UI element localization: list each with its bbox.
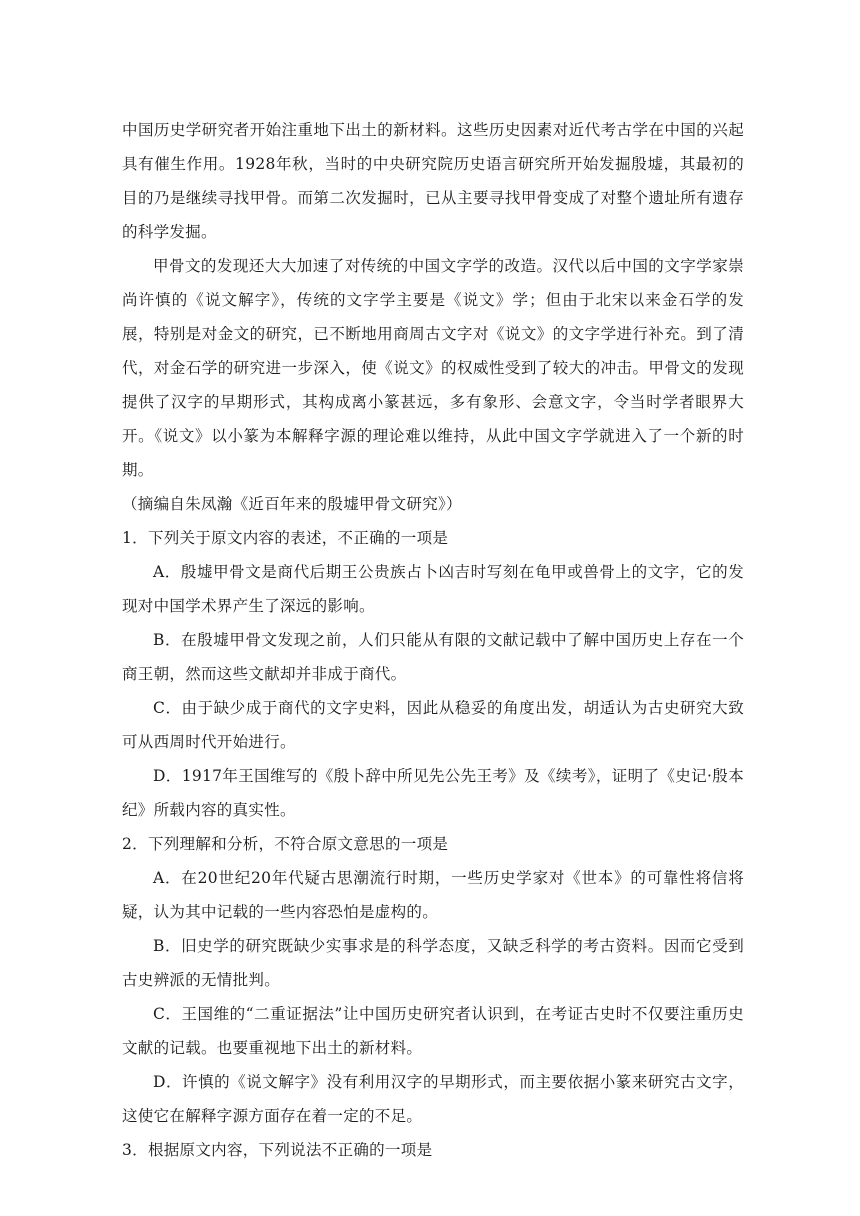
question-2-option-c: C．王国维的“二重证据法”让中国历史研究者认识到，在考证古史时不仅要注重历史文献的记载。也要重视地下出土的新材料。 bbox=[122, 1005, 744, 1057]
passage-paragraph-1: 中国历史学研究者开始注重地下出土的新材料。这些历史因素对近代考古学在中国的兴起具有催生作用。1928年秋，当时的中央研究院历史语言研究所开始发掘殷墟，其最初的目的乃是继续寻找甲骨。而第二次发掘时，已从主要寻找甲骨变成了对整个遗址所有遗存的科学发掘。 bbox=[122, 121, 744, 241]
question-2-stem: 2．下列理解和分析，不符合原文意思的一项是 bbox=[122, 835, 449, 853]
passage-source: （摘编自朱凤瀚《近百年来的殷墟甲骨文研究》） bbox=[122, 495, 462, 513]
question-1-option-c: C．由于缺少成于商代的文字史料，因此从稳妥的角度出发，胡适认为古史研究大致可从西周时代开始进行。 bbox=[122, 699, 744, 751]
passage-paragraph-2: 甲骨文的发现还大大加速了对传统的中国文字学的改造。汉代以后中国的文字学家崇尚许慎的《说文解字》，传统的文字学主要是《说文》学；但由于北宋以来金石学的发展，特别是对金文的研究，已不断地用商周古文字对《说文》的文字学进行补充。到了清代，对金石学的研究进一步深入，使《说文》的权威性受到了较大的冲击。甲骨文的发现提供了汉字的早期形式，其构成离小篆甚远，多有象形、会意文字，令当时学者眼界大开。《说文》以小篆为本解释字源的理论难以维持，从此中国文字学就进入了一个新的时期。 bbox=[122, 257, 744, 479]
question-3-stem: 3．根据原文内容，下列说法不正确的一项是 bbox=[122, 1141, 433, 1159]
question-2-option-b: B．旧史学的研究既缺少实事求是的科学态度，又缺乏科学的考古资料。因而它受到古史辨派的无情批判。 bbox=[122, 937, 744, 989]
question-1-option-d: D．1917年王国维写的《殷卜辞中所见先公先王考》及《续考》，证明了《史记·殷本纪》所载内容的真实性。 bbox=[122, 767, 744, 819]
question-1-option-b: B．在殷墟甲骨文发现之前，人们只能从有限的文献记载中了解中国历史上存在一个商王朝，然而这些文献却并非成于商代。 bbox=[122, 631, 744, 683]
question-1-option-a: A．殷墟甲骨文是商代后期王公贵族占卜凶吉时写刻在龟甲或兽骨上的文字，它的发现对中国学术界产生了深远的影响。 bbox=[122, 563, 744, 615]
question-2-option-d: D．许慎的《说文解字》没有利用汉字的早期形式，而主要依据小篆来研究古文字，这使它在解释字源方面存在着一定的不足。 bbox=[122, 1073, 744, 1125]
document-body bbox=[122, 113, 744, 1167]
question-1-stem: 1．下列关于原文内容的表述，不正确的一项是 bbox=[122, 529, 449, 547]
question-2-option-a: A．在20世纪20年代疑古思潮流行时期，一些历史学家对《世本》的可靠性将信将疑，认为其中记载的一些内容恐怕是虚构的。 bbox=[122, 869, 744, 921]
